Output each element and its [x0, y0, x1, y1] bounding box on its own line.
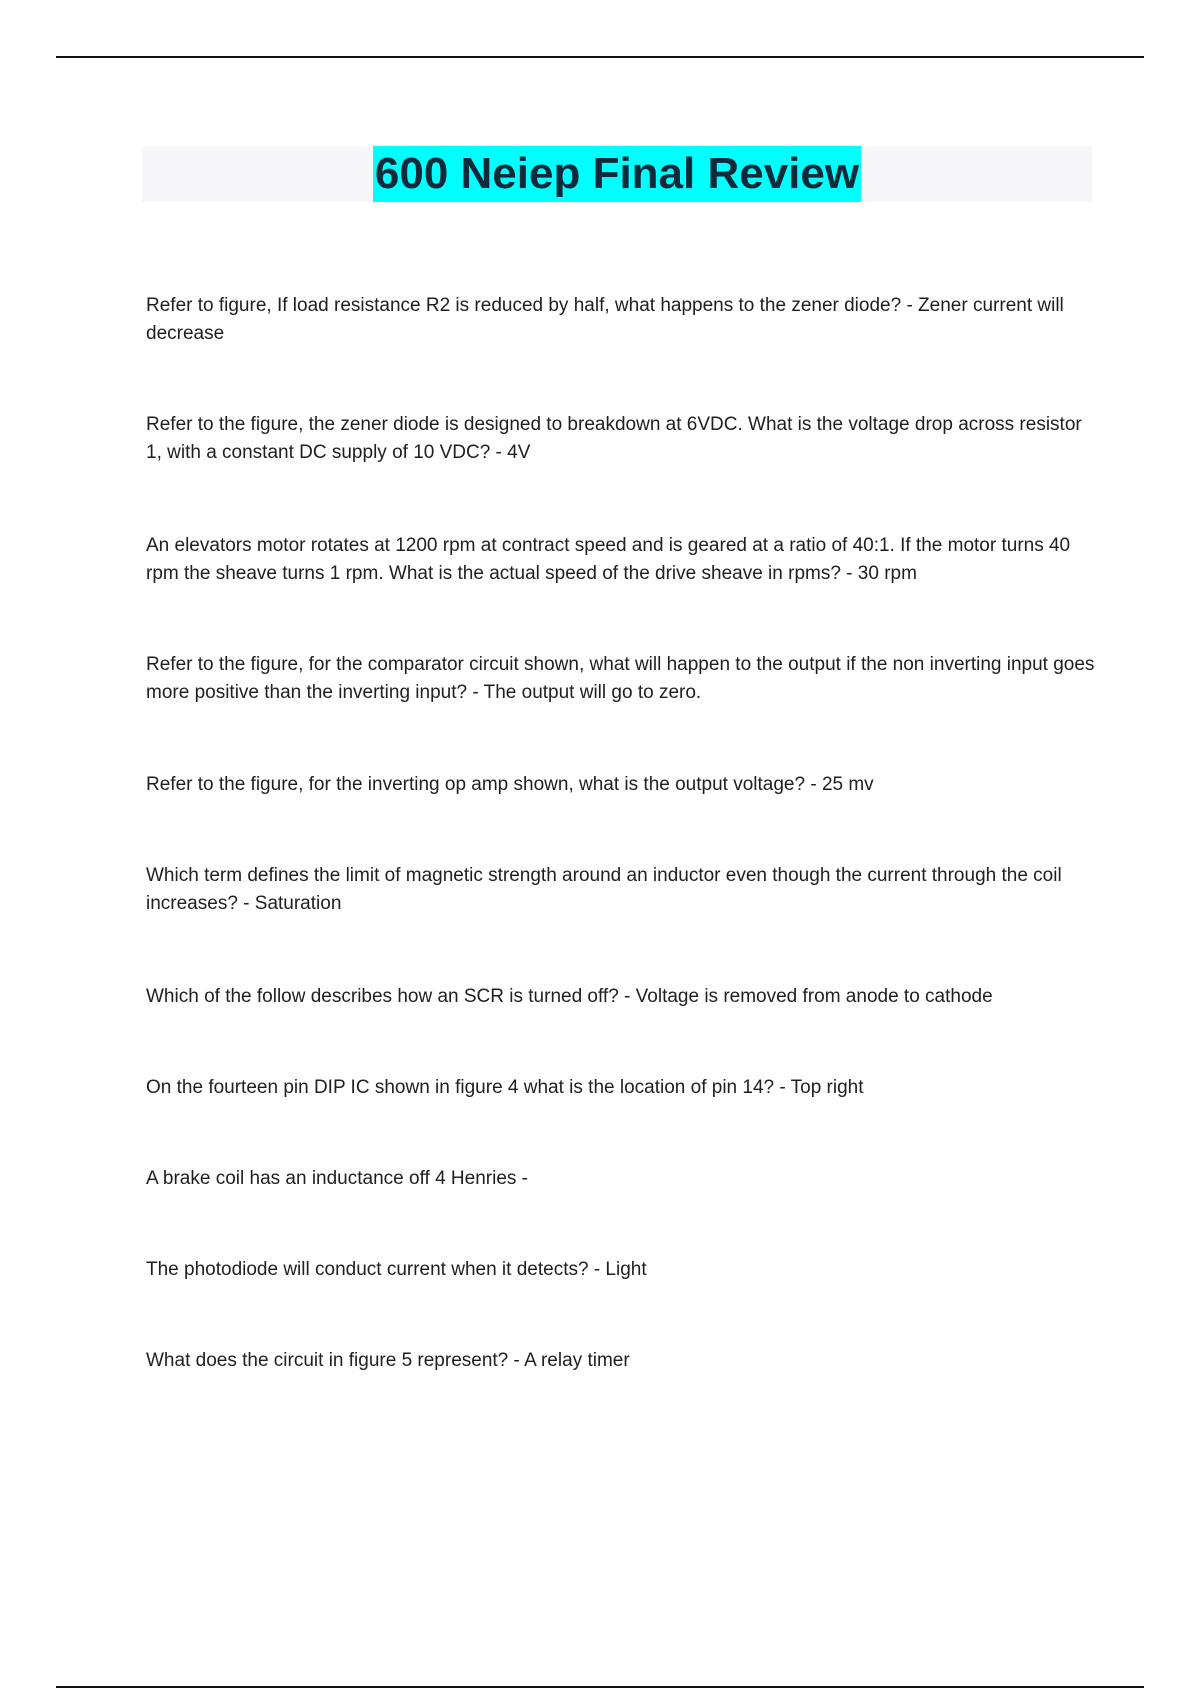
qa-item-6: Which term defines the limit of magnetic strength around an inductor even though the current through the coil increases? - Saturation	[146, 865, 1062, 914]
qa-item-7: Which of the follow describes how an SCR is turned off? - Voltage is removed from anode to cathode	[146, 986, 993, 1007]
qa-item-9: A brake coil has an inductance off 4 Henries -	[146, 1168, 528, 1189]
qa-item-2: Refer to the figure, the zener diode is designed to breakdown at 6VDC. What is the voltage drop across resistor 1, with a constant DC supply of 10 VDC? - 4V	[146, 414, 1082, 463]
page-title: 600 Neiep Final Review	[373, 146, 861, 202]
qa-item-3: An elevators motor rotates at 1200 rpm at contract speed and is geared at a ratio of 40:1. If the motor turns 40 rpm the sheave turns 1 rpm. What is the actual speed of the drive sheave in rpms? - 30 rpm	[146, 535, 1071, 584]
qa-item-10: The photodiode will conduct current when it detects? - Light	[146, 1259, 647, 1280]
qa-item-8: On the fourteen pin DIP IC shown in figure 4 what is the location of pin 14? - Top right	[146, 1077, 864, 1098]
qa-item-11: What does the circuit in figure 5 represent? - A relay timer	[146, 1350, 630, 1371]
title-band	[142, 146, 1092, 202]
qa-item-5: Refer to the figure, for the inverting op amp shown, what is the output voltage? - 25 mv	[146, 774, 874, 795]
qa-item-4: Refer to the figure, for the comparator circuit shown, what will happen to the output if the non inverting input goes more positive than the inverting input? - The output will go to zero.	[146, 654, 1095, 703]
top-rule	[56, 56, 1144, 58]
bottom-rule	[56, 1686, 1144, 1688]
qa-item-1: Refer to figure, If load resistance R2 is reduced by half, what happens to the zener diode? - Zener current will decrease	[146, 295, 1064, 344]
